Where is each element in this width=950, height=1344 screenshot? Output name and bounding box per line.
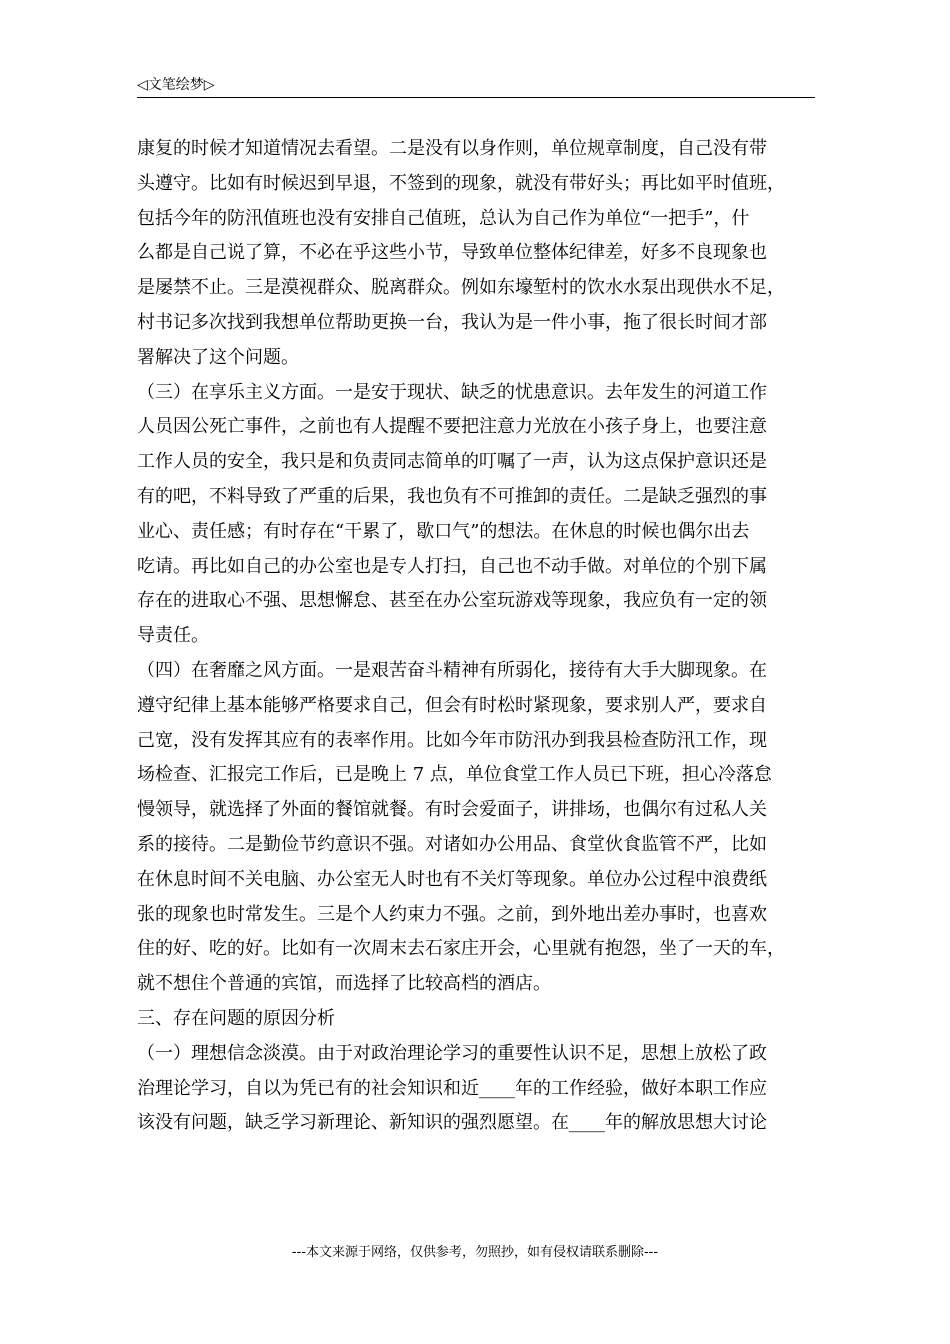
text-line: 人员因公死亡事件，之前也有人提醒不要把注意力光放在小孩子身上，也要注意 bbox=[137, 416, 767, 438]
header-divider bbox=[137, 97, 815, 98]
text-line: 该没有问题，缺乏学习新理论、新知识的强烈愿望。在____年的解放思想大讨论 bbox=[137, 1112, 767, 1134]
text-line: 在休息时间不关电脑、办公室无人时也有不关灯等现象。单位办公过程中浪费纸 bbox=[137, 868, 767, 890]
text-line: 遵守纪律上基本能够严格要求自己，但会有时松时紧现象，要求别人严，要求自 bbox=[137, 694, 767, 716]
header-brand: ◁文笔绘梦▷ bbox=[137, 77, 215, 93]
document-body bbox=[137, 132, 827, 1141]
text-line: 存在的进取心不强、思想懈怠、甚至在办公室玩游戏等现象，我应负有一定的领 bbox=[137, 590, 767, 612]
text-line: 包括今年的防汛值班也没有安排自己值班，总认为自己作为单位“一把手”，什 bbox=[137, 207, 750, 229]
text-line: （三）在享乐主义方面。一是安于现状、缺乏的忧患意识。去年发生的河道工作 bbox=[137, 381, 767, 403]
text-line: 住的好、吃的好。比如有一次周末去石家庄开会，心里就有抱怨，坐了一天的车， bbox=[137, 938, 785, 960]
text-line: 吃请。再比如自己的办公室也是专人打扫，自己也不动手做。对单位的个别下属 bbox=[137, 555, 767, 577]
text-line: 康复的时候才知道情况去看望。二是没有以身作则，单位规章制度，自己没有带 bbox=[137, 138, 767, 159]
page-footer bbox=[0, 1245, 950, 1261]
text-line: 么都是自己说了算，不必在乎这些小节，导致单位整体纪律差，好多不良现象也 bbox=[137, 242, 767, 264]
text-line: 头遵守。比如有时候迟到早退，不签到的现象，就没有带好头；再比如平时值班， bbox=[137, 172, 785, 194]
text-line: （一）理想信念淡漠。由于对政治理论学习的重要性认识不足，思想上放松了政 bbox=[137, 1042, 767, 1064]
text-line: 治理论学习，自以为凭已有的社会知识和近____年的工作经验，做好本职工作应 bbox=[137, 1077, 767, 1099]
text-line: 业心、责任感；有时存在“干累了，歇口气”的想法。在休息的时候也偶尔出去 bbox=[137, 520, 750, 542]
text-line: 导责任。 bbox=[137, 625, 209, 647]
text-line: 是屡禁不止。三是漠视群众、脱离群众。例如东壕堑村的饮水水泵出现供水不足， bbox=[137, 277, 785, 299]
text-line: 署解决了这个问题。 bbox=[137, 346, 299, 368]
text-line: 村书记多次找到我想单位帮助更换一台，我认为是一件小事，拖了很长时间才部 bbox=[137, 311, 767, 333]
text-line: 系的接待。二是勤俭节约意识不强。对诸如办公用品、食堂伙食监管不严，比如 bbox=[137, 833, 767, 855]
text-line: 场检查、汇报完工作后，已是晚上 7 点，单位食堂工作人员已下班，担心冷落怠 bbox=[137, 764, 772, 786]
footer-notice: ---本文来源于网络，仅供参考，勿照抄，如有侵权请联系删除--- bbox=[291, 1245, 659, 1260]
text-line: 慢领导，就选择了外面的餐馆就餐。有时会爱面子，讲排场，也偶尔有过私人关 bbox=[137, 799, 767, 821]
text-line: （四）在奢靡之风方面。一是艰苦奋斗精神有所弱化，接待有大手大脚现象。在 bbox=[137, 659, 767, 681]
text-line: 张的现象也时常发生。三是个人约束力不强。之前，到外地出差办事时，也喜欢 bbox=[137, 903, 767, 925]
text-line: 工作人员的安全，我只是和负责同志简单的叮嘱了一声，认为这点保护意识还是 bbox=[137, 451, 767, 473]
section-heading: 三、存在问题的原因分析 bbox=[137, 1007, 335, 1029]
text-line: 就不想住个普通的宾馆，而选择了比较高档的酒店。 bbox=[137, 973, 551, 995]
page-header bbox=[137, 76, 815, 98]
text-line: 有的吧，不料导致了严重的后果，我也负有不可推卸的责任。二是缺乏强烈的事 bbox=[137, 485, 767, 507]
text-line: 己宽，没有发挥其应有的表率作用。比如今年市防汛办到我县检查防汛工作，现 bbox=[137, 729, 767, 751]
